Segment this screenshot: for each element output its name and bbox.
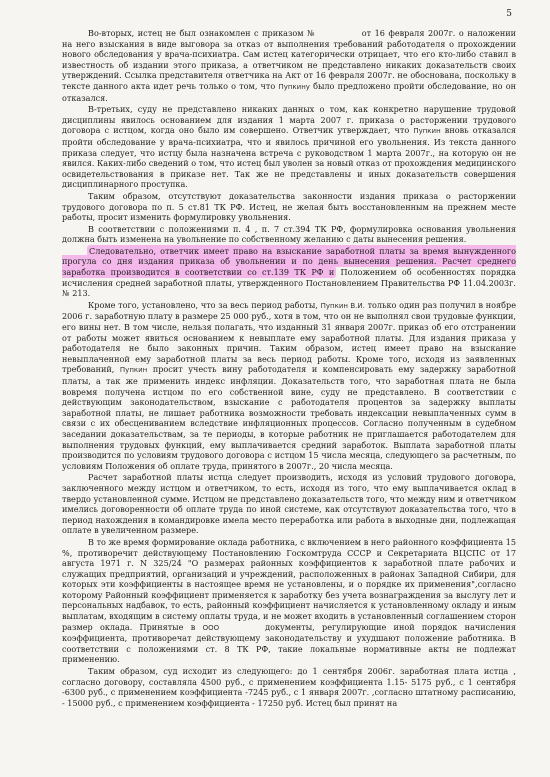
paragraph-p6 (62, 300, 516, 472)
text-segment: от 16 февраля 2007г. о наложении на него взыскания в виде выговора за отказ от выполнения требований работодателя о прохождении нового обследования у врача-психиатра. Сам истец категорически отрицает, что его кто-либо ставил в известность об издании этого приказа, а ответчиком не представлено никаких доказательств своих утверждений. Ссылка представителя ответчика на Акт от 16 февраля 2007г. не обоснована, поскольку в тексте данного акта идет речь только о том, что (62, 28, 516, 91)
text-segment: Расчет заработной платы истца следует производить, исходя из условий трудового договора, заключенного между истцом и ответчиком, то есть, исходя из того, что ему выплачивается оклад в твердо установленной сумме. Истцом не представлено доказательств того, что между ним и ответчиком имелись договоренности об оплате труда по иной системе, как отсутствуют доказательства того, что в период нахождения в командировке имела место переработка или работа в выходные дни, подлежащая оплате в увеличенном размере. (62, 472, 516, 536)
document-body (62, 28, 516, 708)
text-segment: В-третьих, суду не представлено никаких данных о том, как конкретно нарушение трудовой дисциплины явилось основанием для издания 1 марта 2007 г. приказа о расторжении трудового договора с истцом, когда оно было им совершено. Ответчик утверждает, что (62, 104, 516, 136)
text-segment: было предложено пройти обследование, но он отказался. (62, 80, 516, 103)
paragraph-p2 (62, 104, 516, 190)
paragraph-p3 (62, 191, 516, 223)
text-segment: документы, регулирующие иной порядок начисления коэффициента, противоречат действующему законодательству и ухудшают положение работника. В соответствии с положениями ст. 8 ТК РФ, такие локальные нормативные акты не подлежат применению. (62, 621, 516, 665)
text-segment: Во-вторых, истец не был ознакомлен с приказом № (88, 28, 316, 38)
paragraph-p9 (62, 666, 516, 708)
handwritten-name: Пупкин (413, 127, 441, 136)
text-segment: вновь отказался пройти обследование у врача-психиатра, что и явилось причиной его увольнения. Из текста данного приказа следует, что истцу была назначена встреча с руководством 1 марта 2007г., на которую он не явился. Каких-либо сведений о том, что истец был уволен за новый отказ от прохождения медицинского освидетельствования в приказе нет. Так же не представлены и иных доказательств совершения дисциплинарного проступка. (62, 125, 516, 190)
paragraph-p5 (62, 246, 516, 299)
paragraph-p4 (62, 224, 516, 245)
handwritten-name: Пупкин В.И. (320, 301, 365, 310)
handwritten-name: Пупкин (119, 366, 148, 375)
highlighted-text: Следовательно, ответчик имеет право на взыскание заработной платы за время вынужденного прогула со дня издания приказа об увольнении и по день вынесения решения. Расчет среднего заработка производится в соответствии со ст.139 ТК РФ и (62, 245, 516, 278)
text-segment: В соответствии с положениями п. 4 , п. 7 ст.394 ТК РФ, формулировка основания увольнения должна быть изменена на увольнение по собственному желанию с даты вынесения решения. (62, 223, 516, 245)
text-segment: Таким образом, отсутствуют доказательства законности издания приказа о расторжении трудового договора по п. 5 ст.81 ТК РФ. Истец, не желая быть восстановленным на прежнем месте работы, просит изменить формулировку увольнения. (62, 190, 516, 223)
paragraph-p8 (62, 537, 516, 665)
page-number: 5 (506, 9, 512, 19)
text-segment: просит учесть вину работодателя и компенсировать ему задержку заработной платы, а так же применить индекс инфляции. Доказательств того, что заработная плата не была вовремя получена истцом по его собственной вине, суду не представлено. В соответствии с действующим законодательством, взыскание с работодателя процентов за задержку выплаты заработной платы, не лишает работника возможности требовать индексации невыплаченных сумм в связи с их обесцениванием вследствие инфляционных процессов. Согласно полученным в судебном заседании доказательствам, за те периоды, в которые работник не приглашается работодателем для выполнения трудовых функций, ему выплачивается средний заработок. Выплата заработной платы производится по условиям трудового договора с истцом 15 числа месяца, следующего за расчетным, по условиям Положения об оплате труда, принятого в 2007г., 20 числа месяца. (62, 364, 516, 471)
text-segment: Таким образом, суд исходит из следующего: до 1 сентября 2006г. заработная плата истца , согласно договору, составляла 4500 руб., с применением коэффициента 1.15- 5175 руб., с 1 сентября -6300 руб., с применением коэффициента -7245 руб., с 1 января 2007г. ,согласно штатному расписанию, - 15000 руб., с применением коэффициента - 17250 руб. Истец был принят на (62, 666, 516, 708)
paragraph-p1 (62, 28, 516, 103)
text-segment: Кроме того, установлено, что за весь период работы, (88, 299, 321, 310)
text-segment: только один раз получил в ноябре 2006 г. заработную плату в размере 25 000 руб., хотя в том, что он не выполнял свои трудовые функции, его вины нет. В том числе, нельзя полагать, что изданный 31 января 2007г. приказ об его отстранении от работы может явиться основанием к невыплате ему заработной платы. Для издания приказа у работодателя не было законных причин. Таким образом, истец имеет право на взыскание невыплаченной ему заработной платы за весь период работы. Кроме того, исходя из заявленных требований, (62, 299, 516, 375)
paragraph-p7 (62, 472, 516, 536)
handwritten-name: Пупкину (278, 82, 310, 91)
handwritten-name: ООО (202, 623, 220, 632)
text-segment: Положением об особенностях порядка исчисления средней заработной платы, утвержденного Постановлением Правительства РФ 11.04.2003г. № 213. (62, 267, 516, 299)
text-segment: В то же время формирование оклада работника, с включением в него районного коэффициента 15 %, противоречит действующему Постановлению Госкомтруда СССР и Секретариата ВЦСПС от 17 августа 1971 г. N 325/24 "О размерах районных коэффициентов к заработной плате рабочих и служащих предприятий, организаций и учреждений, расположенных в районах Западной Сибири, для которых эти коэффициенты в настоящее время не установлены, и о порядке их применения",согласно которому Районный коэффициент применяется к заработку без учета вознаграждения за выслугу лет и персональных надбавок, то есть, районный коэффициент начисляется к установленному окладу и иным выплатам, входящим в систему оплаты труда, и не может входить в установленный соглашением сторон размер оклада. Принятые в (62, 536, 516, 632)
